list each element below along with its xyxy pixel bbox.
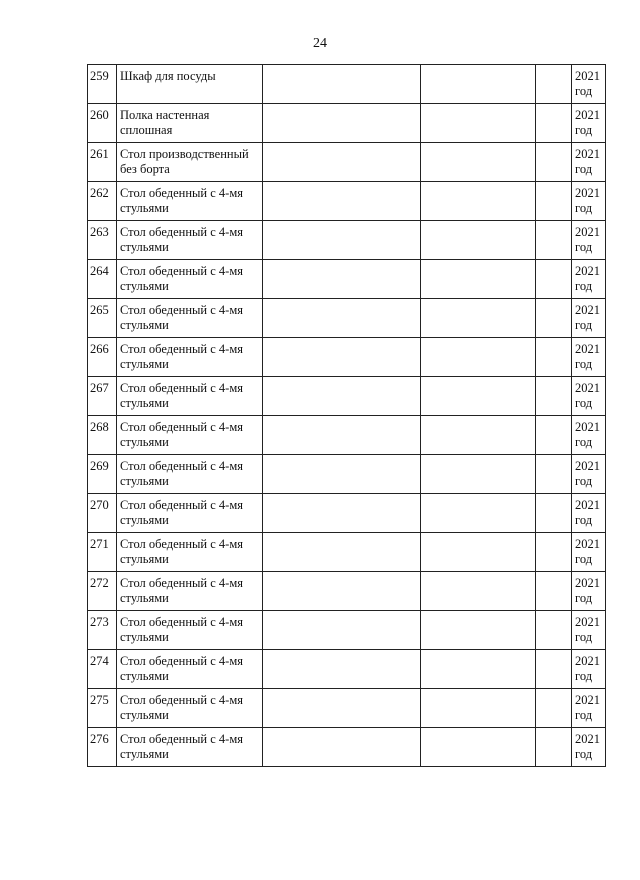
year-cell: 2021 год (572, 221, 606, 260)
item-name-cell: Стол обеденный с 4-мя стульями (117, 299, 263, 338)
row-number-cell: 275 (88, 689, 117, 728)
empty-cell (421, 689, 536, 728)
row-number-cell: 276 (88, 728, 117, 767)
item-name-cell: Стол обеденный с 4-мя стульями (117, 494, 263, 533)
year-cell: 2021 год (572, 455, 606, 494)
row-number-cell: 271 (88, 533, 117, 572)
table-row (88, 494, 606, 533)
item-name-cell: Стол обеденный с 4-мя стульями (117, 338, 263, 377)
empty-cell (421, 572, 536, 611)
empty-cell (263, 416, 421, 455)
table-row (88, 104, 606, 143)
table-row (88, 221, 606, 260)
empty-cell (536, 416, 572, 455)
item-name-cell: Стол обеденный с 4-мя стульями (117, 455, 263, 494)
empty-cell (263, 533, 421, 572)
item-name-cell: Стол обеденный с 4-мя стульями (117, 728, 263, 767)
empty-cell (536, 728, 572, 767)
row-number-cell: 259 (88, 65, 117, 104)
item-name-cell: Стол обеденный с 4-мя стульями (117, 182, 263, 221)
empty-cell (536, 494, 572, 533)
table-row (88, 728, 606, 767)
empty-cell (536, 689, 572, 728)
empty-cell (421, 260, 536, 299)
empty-cell (263, 182, 421, 221)
item-name-cell: Полка настенная сплошная (117, 104, 263, 143)
year-cell: 2021 год (572, 338, 606, 377)
table-row (88, 260, 606, 299)
empty-cell (421, 221, 536, 260)
empty-cell (421, 65, 536, 104)
table-row (88, 299, 606, 338)
row-number-cell: 266 (88, 338, 117, 377)
empty-cell (263, 65, 421, 104)
row-number-cell: 270 (88, 494, 117, 533)
row-number-cell: 264 (88, 260, 117, 299)
empty-cell (263, 650, 421, 689)
empty-cell (421, 182, 536, 221)
row-number-cell: 269 (88, 455, 117, 494)
empty-cell (536, 65, 572, 104)
page-number: 24 (313, 36, 327, 51)
year-cell: 2021 год (572, 533, 606, 572)
table-row (88, 572, 606, 611)
empty-cell (263, 338, 421, 377)
empty-cell (536, 260, 572, 299)
year-cell: 2021 год (572, 650, 606, 689)
item-name-cell: Стол обеденный с 4-мя стульями (117, 377, 263, 416)
empty-cell (421, 299, 536, 338)
row-number-cell: 261 (88, 143, 117, 182)
table-row (88, 65, 606, 104)
empty-cell (263, 494, 421, 533)
empty-cell (421, 611, 536, 650)
table-row (88, 533, 606, 572)
table-row (88, 377, 606, 416)
empty-cell (536, 299, 572, 338)
empty-cell (263, 728, 421, 767)
row-number-cell: 273 (88, 611, 117, 650)
empty-cell (263, 221, 421, 260)
empty-cell (421, 143, 536, 182)
empty-cell (263, 260, 421, 299)
year-cell: 2021 год (572, 65, 606, 104)
item-name-cell: Стол обеденный с 4-мя стульями (117, 572, 263, 611)
row-number-cell: 267 (88, 377, 117, 416)
empty-cell (536, 143, 572, 182)
empty-cell (263, 143, 421, 182)
year-cell: 2021 год (572, 611, 606, 650)
empty-cell (421, 104, 536, 143)
empty-cell (421, 728, 536, 767)
empty-cell (421, 494, 536, 533)
empty-cell (536, 182, 572, 221)
table-row (88, 689, 606, 728)
inventory-table-body (88, 65, 606, 767)
empty-cell (263, 377, 421, 416)
item-name-cell: Стол производственный без борта (117, 143, 263, 182)
table-row (88, 182, 606, 221)
item-name-cell: Стол обеденный с 4-мя стульями (117, 689, 263, 728)
year-cell: 2021 год (572, 377, 606, 416)
item-name-cell: Стол обеденный с 4-мя стульями (117, 260, 263, 299)
row-number-cell: 265 (88, 299, 117, 338)
empty-cell (536, 221, 572, 260)
table-row (88, 611, 606, 650)
empty-cell (421, 533, 536, 572)
row-number-cell: 268 (88, 416, 117, 455)
year-cell: 2021 год (572, 728, 606, 767)
year-cell: 2021 год (572, 299, 606, 338)
empty-cell (263, 299, 421, 338)
empty-cell (536, 455, 572, 494)
empty-cell (421, 455, 536, 494)
row-number-cell: 274 (88, 650, 117, 689)
empty-cell (263, 611, 421, 650)
empty-cell (263, 455, 421, 494)
empty-cell (536, 572, 572, 611)
item-name-cell: Стол обеденный с 4-мя стульями (117, 611, 263, 650)
table-row (88, 143, 606, 182)
empty-cell (536, 533, 572, 572)
year-cell: 2021 год (572, 416, 606, 455)
table-row (88, 455, 606, 494)
empty-cell (536, 611, 572, 650)
item-name-cell: Стол обеденный с 4-мя стульями (117, 650, 263, 689)
empty-cell (263, 572, 421, 611)
year-cell: 2021 год (572, 104, 606, 143)
empty-cell (536, 650, 572, 689)
empty-cell (536, 104, 572, 143)
row-number-cell: 272 (88, 572, 117, 611)
year-cell: 2021 год (572, 572, 606, 611)
item-name-cell: Стол обеденный с 4-мя стульями (117, 533, 263, 572)
empty-cell (421, 338, 536, 377)
year-cell: 2021 год (572, 260, 606, 299)
row-number-cell: 263 (88, 221, 117, 260)
year-cell: 2021 год (572, 143, 606, 182)
inventory-table (87, 64, 606, 767)
empty-cell (263, 104, 421, 143)
table-row (88, 338, 606, 377)
empty-cell (263, 689, 421, 728)
table-row (88, 416, 606, 455)
row-number-cell: 260 (88, 104, 117, 143)
empty-cell (421, 416, 536, 455)
row-number-cell: 262 (88, 182, 117, 221)
empty-cell (421, 650, 536, 689)
empty-cell (421, 377, 536, 416)
item-name-cell: Стол обеденный с 4-мя стульями (117, 416, 263, 455)
table-row (88, 650, 606, 689)
year-cell: 2021 год (572, 494, 606, 533)
item-name-cell: Шкаф для посуды (117, 65, 263, 104)
item-name-cell: Стол обеденный с 4-мя стульями (117, 221, 263, 260)
empty-cell (536, 377, 572, 416)
empty-cell (536, 338, 572, 377)
year-cell: 2021 год (572, 689, 606, 728)
year-cell: 2021 год (572, 182, 606, 221)
